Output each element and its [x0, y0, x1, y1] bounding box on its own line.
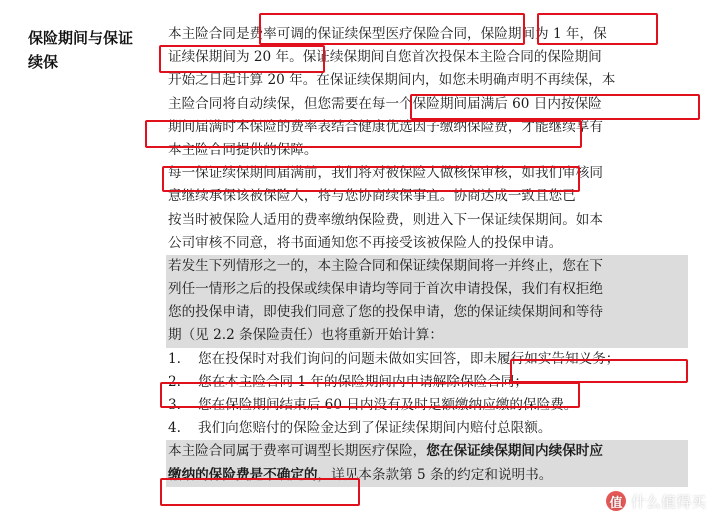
- list-item: [168, 371, 688, 394]
- shaded-text-line: [166, 464, 688, 487]
- text-line: 开始之日起计算 20 年。在保证续保期间内，如您未明确声明不再续保，本: [168, 72, 616, 89]
- list-text: 我们向您赔付的保险金达到了保证续保期间内赔付总限额。: [198, 420, 552, 437]
- watermark: [606, 490, 706, 512]
- text-line: 证续保期间为 20 年。保证续保期间自您首次投保本主险合同的保险期间: [168, 49, 602, 66]
- text-span: 本主险合同属于费率可调型长期医疗保险，: [168, 443, 427, 460]
- shaded-text-line: 若发生下列情形之一的，本主险合同和保证续保期间将一并终止，您在下: [166, 255, 688, 278]
- text-line: 按当时被保险人适用的费率缴纳保险费，则进入下一保证续保期间。如本: [168, 211, 603, 228]
- text-line: 本主险合同是费率可调的保证续保型医疗保险合同，保险期间为 1 年，保: [168, 26, 607, 42]
- list-number: 3.: [168, 397, 181, 413]
- list-item: [168, 348, 688, 371]
- list-number: 4.: [168, 420, 181, 437]
- watermark-text: 什么值得买: [630, 492, 706, 511]
- list-number: 1.: [168, 350, 181, 367]
- clause-body: [168, 23, 688, 487]
- list-text: 您在保险期间结束后 60 日内没有及时足额缴纳应缴的保险费。: [198, 397, 578, 413]
- text-line: 公司审核不同意，将书面通知您不再接受该被保险人的投保申请。: [168, 234, 563, 251]
- bold-text-span: 您在保证续保期间内续保时应: [426, 443, 603, 460]
- bold-text-span: 缴纳的保险费是不确定的: [168, 466, 318, 483]
- list-item: [168, 417, 688, 440]
- shaded-text-line: 您的投保申请，即使我们同意了您的投保申请，您的保证续保期间和等待: [166, 301, 688, 324]
- text-span: ，详见本条款第 5 条的约定和: [317, 466, 498, 483]
- heading-line-2: 续保: [28, 53, 59, 71]
- list-number: 2.: [168, 373, 181, 390]
- text-line: 意继续承保该被保险人，将与您协商续保事宜。协商达成一致且您已: [168, 188, 576, 205]
- text-line: 期间届满时本保险的费率表结合健康优选因子缴纳保险费，才能继续享有: [168, 118, 603, 135]
- text-span: 说明书。: [497, 466, 553, 483]
- list-text: 您在投保时对我们询问的问题未做如实回答，即未履行如实告知义务；: [198, 350, 620, 367]
- text-line: 主险合同将自动续保，但您需要在每一个保险期间届满后 60 日内按保险: [168, 95, 602, 112]
- list-item: [168, 394, 688, 417]
- text-line: 本主险合同提供的保障。: [168, 141, 318, 158]
- list-text: 您在本主险合同 1 年的保险期间内申请解除保险合同；: [198, 373, 528, 390]
- shaded-text-line: [166, 440, 688, 463]
- text-line: 每一保证续保期间届满前，我们将对被保险人做核保审核，如我们审核同: [168, 165, 603, 182]
- shaded-text-line: 期（见 2.2 条保险责任）也将重新开始计算：: [166, 324, 688, 347]
- watermark-logo-icon: 值: [606, 491, 626, 511]
- shaded-text-line: 列任一情形之后的投保或续保申请均等同于首次申请投保，我们有权拒绝: [166, 278, 688, 301]
- section-heading: [28, 26, 158, 74]
- heading-line-1: 保险期间与保证: [28, 29, 134, 47]
